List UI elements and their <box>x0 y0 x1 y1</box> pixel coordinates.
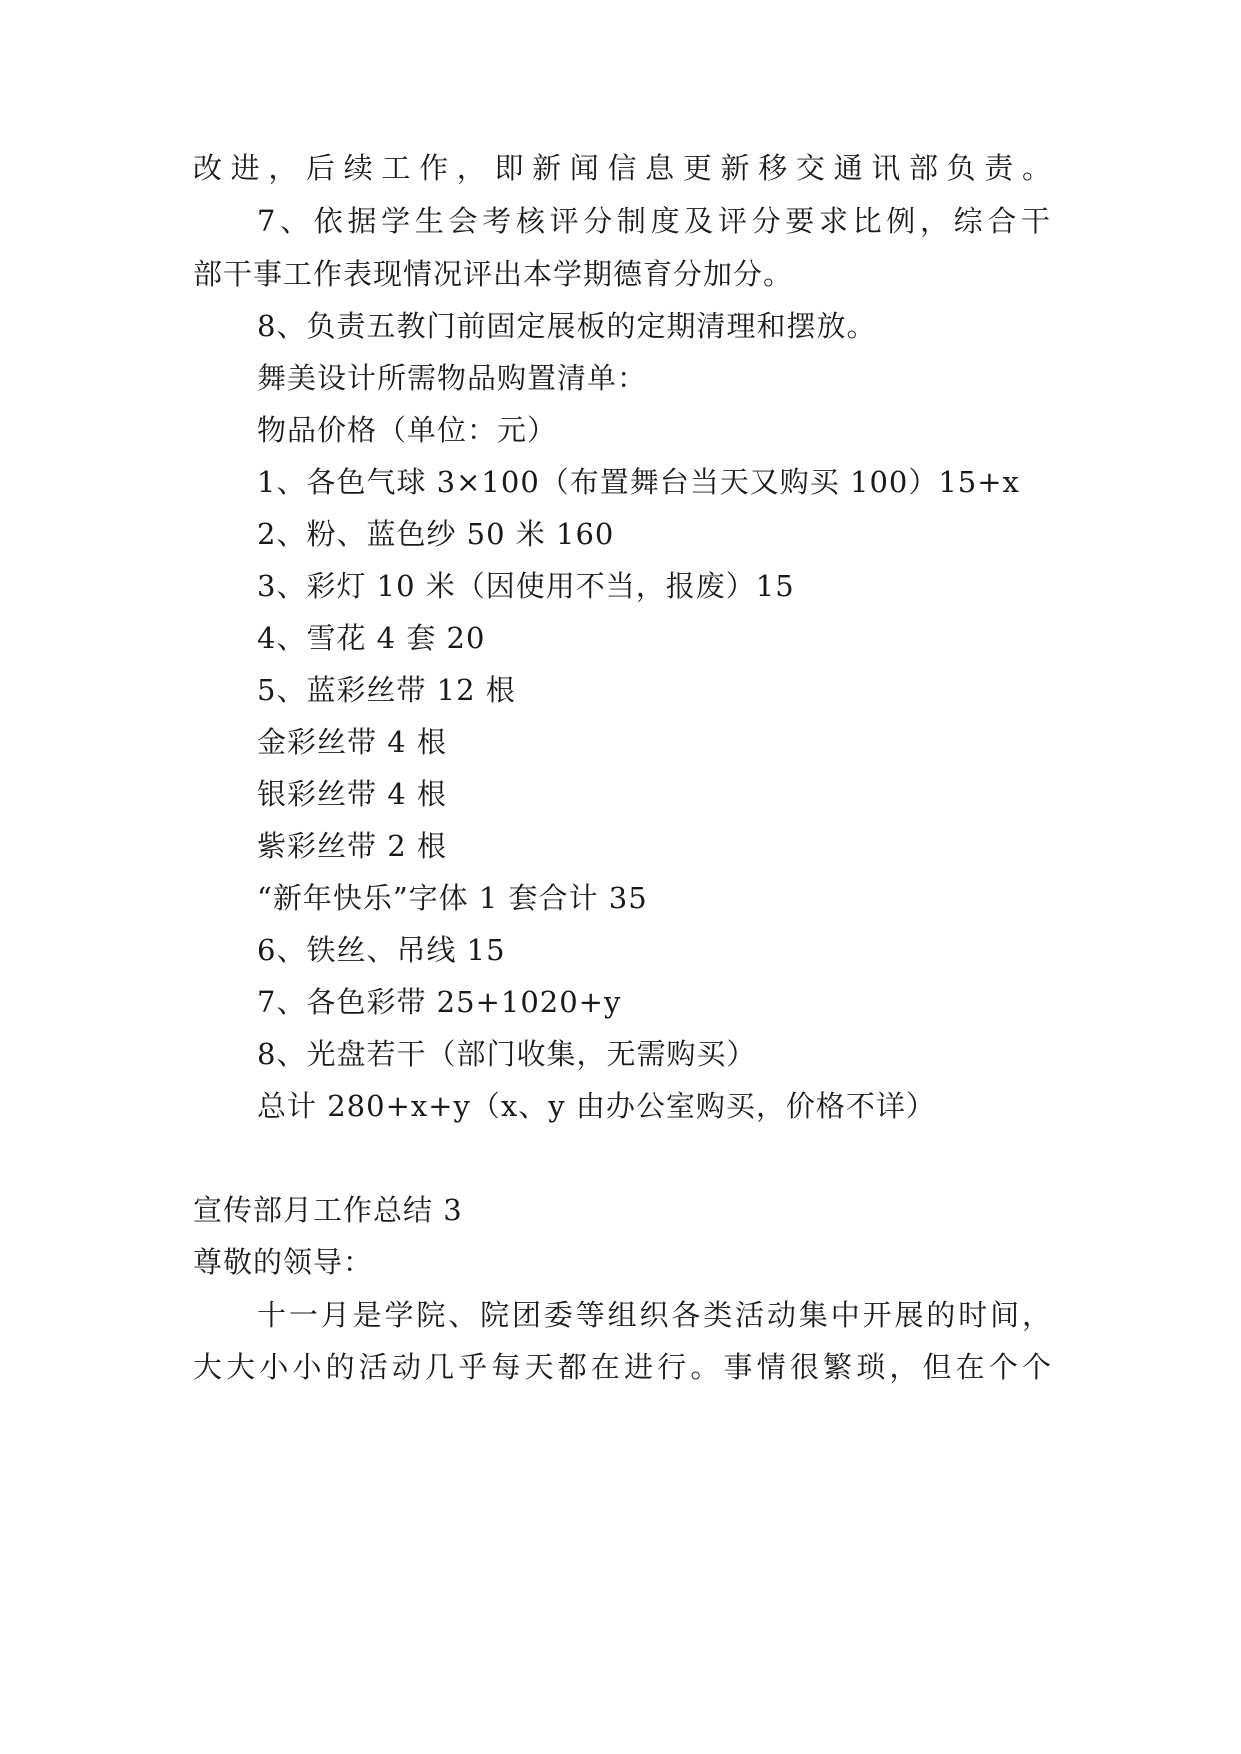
list-item: 3、彩灯 10 米（因使用不当，报废）15 <box>257 569 795 603</box>
list-item: 6、铁丝、吊线 15 <box>257 933 506 967</box>
list-item: 金彩丝带 4 根 <box>257 725 447 759</box>
section-title: 宣传部月工作总结 3 <box>193 1193 463 1227</box>
paragraph-line: 8、负责五教门前固定展板的定期清理和摆放。 <box>257 309 877 343</box>
list-heading: 舞美设计所需物品购置清单： <box>257 361 648 395</box>
list-item: 5、蓝彩丝带 12 根 <box>257 673 516 707</box>
salutation: 尊敬的领导： <box>193 1245 374 1279</box>
list-item: 7、各色彩带 25+1020+y <box>257 985 622 1019</box>
list-subheading: 物品价格（单位：元） <box>257 413 558 447</box>
paragraph-line: 十一月是学院、院团委等组织各类活动集中开展的时间， <box>257 1298 1051 1332</box>
paragraph-line: 大大小小的活动几乎每天都在进行。事情很繁琐，但在个个 <box>193 1350 1051 1384</box>
paragraph-line: 7、依据学生会考核评分制度及评分要求比例，综合干 <box>257 204 1051 238</box>
list-item: 1、各色气球 3×100（布置舞台当天又购买 100）15+x <box>257 465 1020 499</box>
list-item: “新年快乐”字体 1 套合计 35 <box>257 881 648 915</box>
paragraph-line: 改进，后续工作，即新闻信息更新移交通讯部负责。 <box>193 151 1051 185</box>
list-item: 2、粉、蓝色纱 50 米 160 <box>257 517 615 551</box>
paragraph-line: 部干事工作表现情况评出本学期德育分加分。 <box>193 257 794 291</box>
list-total: 总计 280+x+y（x、y 由办公室购买，价格不详） <box>257 1089 936 1123</box>
list-item: 8、光盘若干（部门收集，无需购买） <box>257 1037 757 1071</box>
list-item: 银彩丝带 4 根 <box>257 777 447 811</box>
list-item: 紫彩丝带 2 根 <box>257 829 447 863</box>
list-item: 4、雪花 4 套 20 <box>257 621 486 655</box>
